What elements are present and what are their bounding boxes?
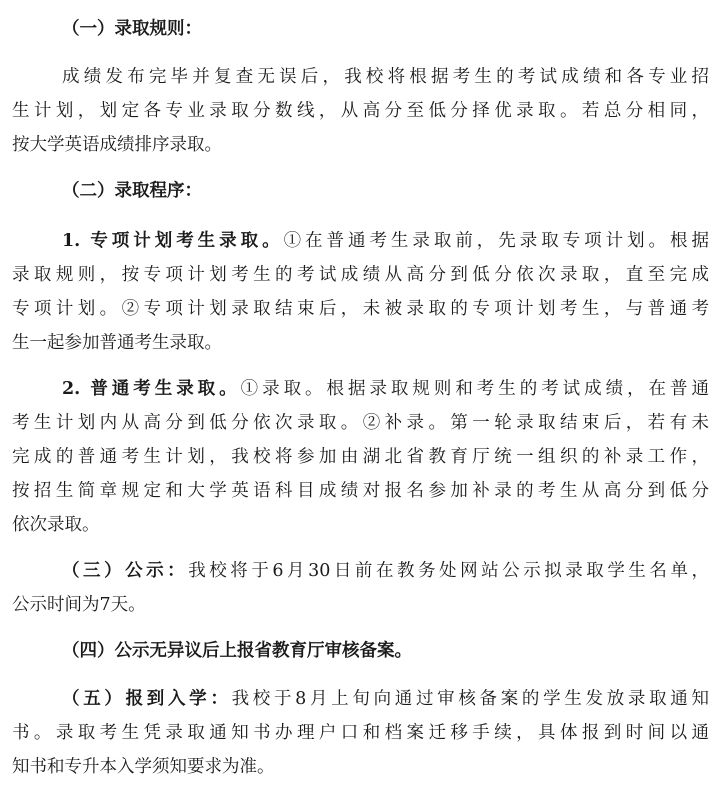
special-plan-label: 1. 专项计划考生录取。 — [62, 231, 284, 251]
heading-report-filing: （四）公示无异议后上报省教育厅审核备案。 — [62, 641, 412, 661]
publicity-first-text: 我校将于6月30日前在教务处网站公示拟录取学生名单， — [188, 561, 709, 581]
enrollment-label: （五）报到入学： — [62, 689, 232, 709]
heading-admission-rules: （一）录取规则： — [62, 19, 202, 39]
special-plan-line-1 — [62, 226, 709, 256]
heading-admission-procedure: （二）录取程序： — [62, 181, 202, 201]
special-plan-line-2: 录取规则，按专项计划考生的考试成绩从高分到低分依次录取，直至完成 — [12, 265, 709, 285]
general-admission-line-1 — [62, 374, 709, 404]
rules-line-3: 按大学英语成绩排序录取。 — [12, 135, 222, 155]
general-admission-line-2: 考生计划内从高分到低分依次录取。②补录。第一轮录取结束后，若有未 — [12, 413, 709, 433]
special-plan-line-4: 生一起参加普通考生录取。 — [12, 333, 222, 353]
general-admission-label: 2. 普通考生录取。 — [62, 379, 241, 399]
special-plan-first-text: ①在普通考生录取前，先录取专项计划。根据 — [283, 231, 709, 251]
general-admission-line-4: 按招生简章规定和大学英语科目成绩对报名参加补录的考生从高分到低分 — [12, 481, 709, 501]
enrollment-line-1 — [62, 684, 709, 714]
enrollment-line-3: 知书和专升本入学须知要求为准。 — [12, 757, 275, 777]
publicity-line-2: 公示时间为7天。 — [12, 595, 146, 615]
rules-line-2: 生计划，划定各专业录取分数线，从高分至低分择优录取。若总分相同， — [12, 101, 709, 121]
publicity-label: （三）公示： — [62, 561, 189, 581]
general-admission-first-text: ①录取。根据录取规则和考生的考试成绩，在普通 — [240, 379, 709, 399]
rules-line-1: 成绩发布完毕并复查无误后，我校将根据考生的考试成绩和各专业招 — [62, 67, 709, 87]
general-admission-line-3: 完成的普通考生计划，我校将参加由湖北省教育厅统一组织的补录工作， — [12, 447, 709, 467]
publicity-line-1 — [62, 556, 709, 586]
general-admission-line-5: 依次录取。 — [12, 515, 100, 535]
enrollment-first-text: 我校于8月上旬向通过审核备案的学生发放录取通知 — [231, 689, 709, 709]
special-plan-line-3: 专项计划。②专项计划录取结束后，未被录取的专项计划考生，与普通考 — [12, 299, 709, 319]
enrollment-line-2: 书。录取考生凭录取通知书办理户口和档案迁移手续，具体报到时间以通 — [12, 723, 709, 743]
